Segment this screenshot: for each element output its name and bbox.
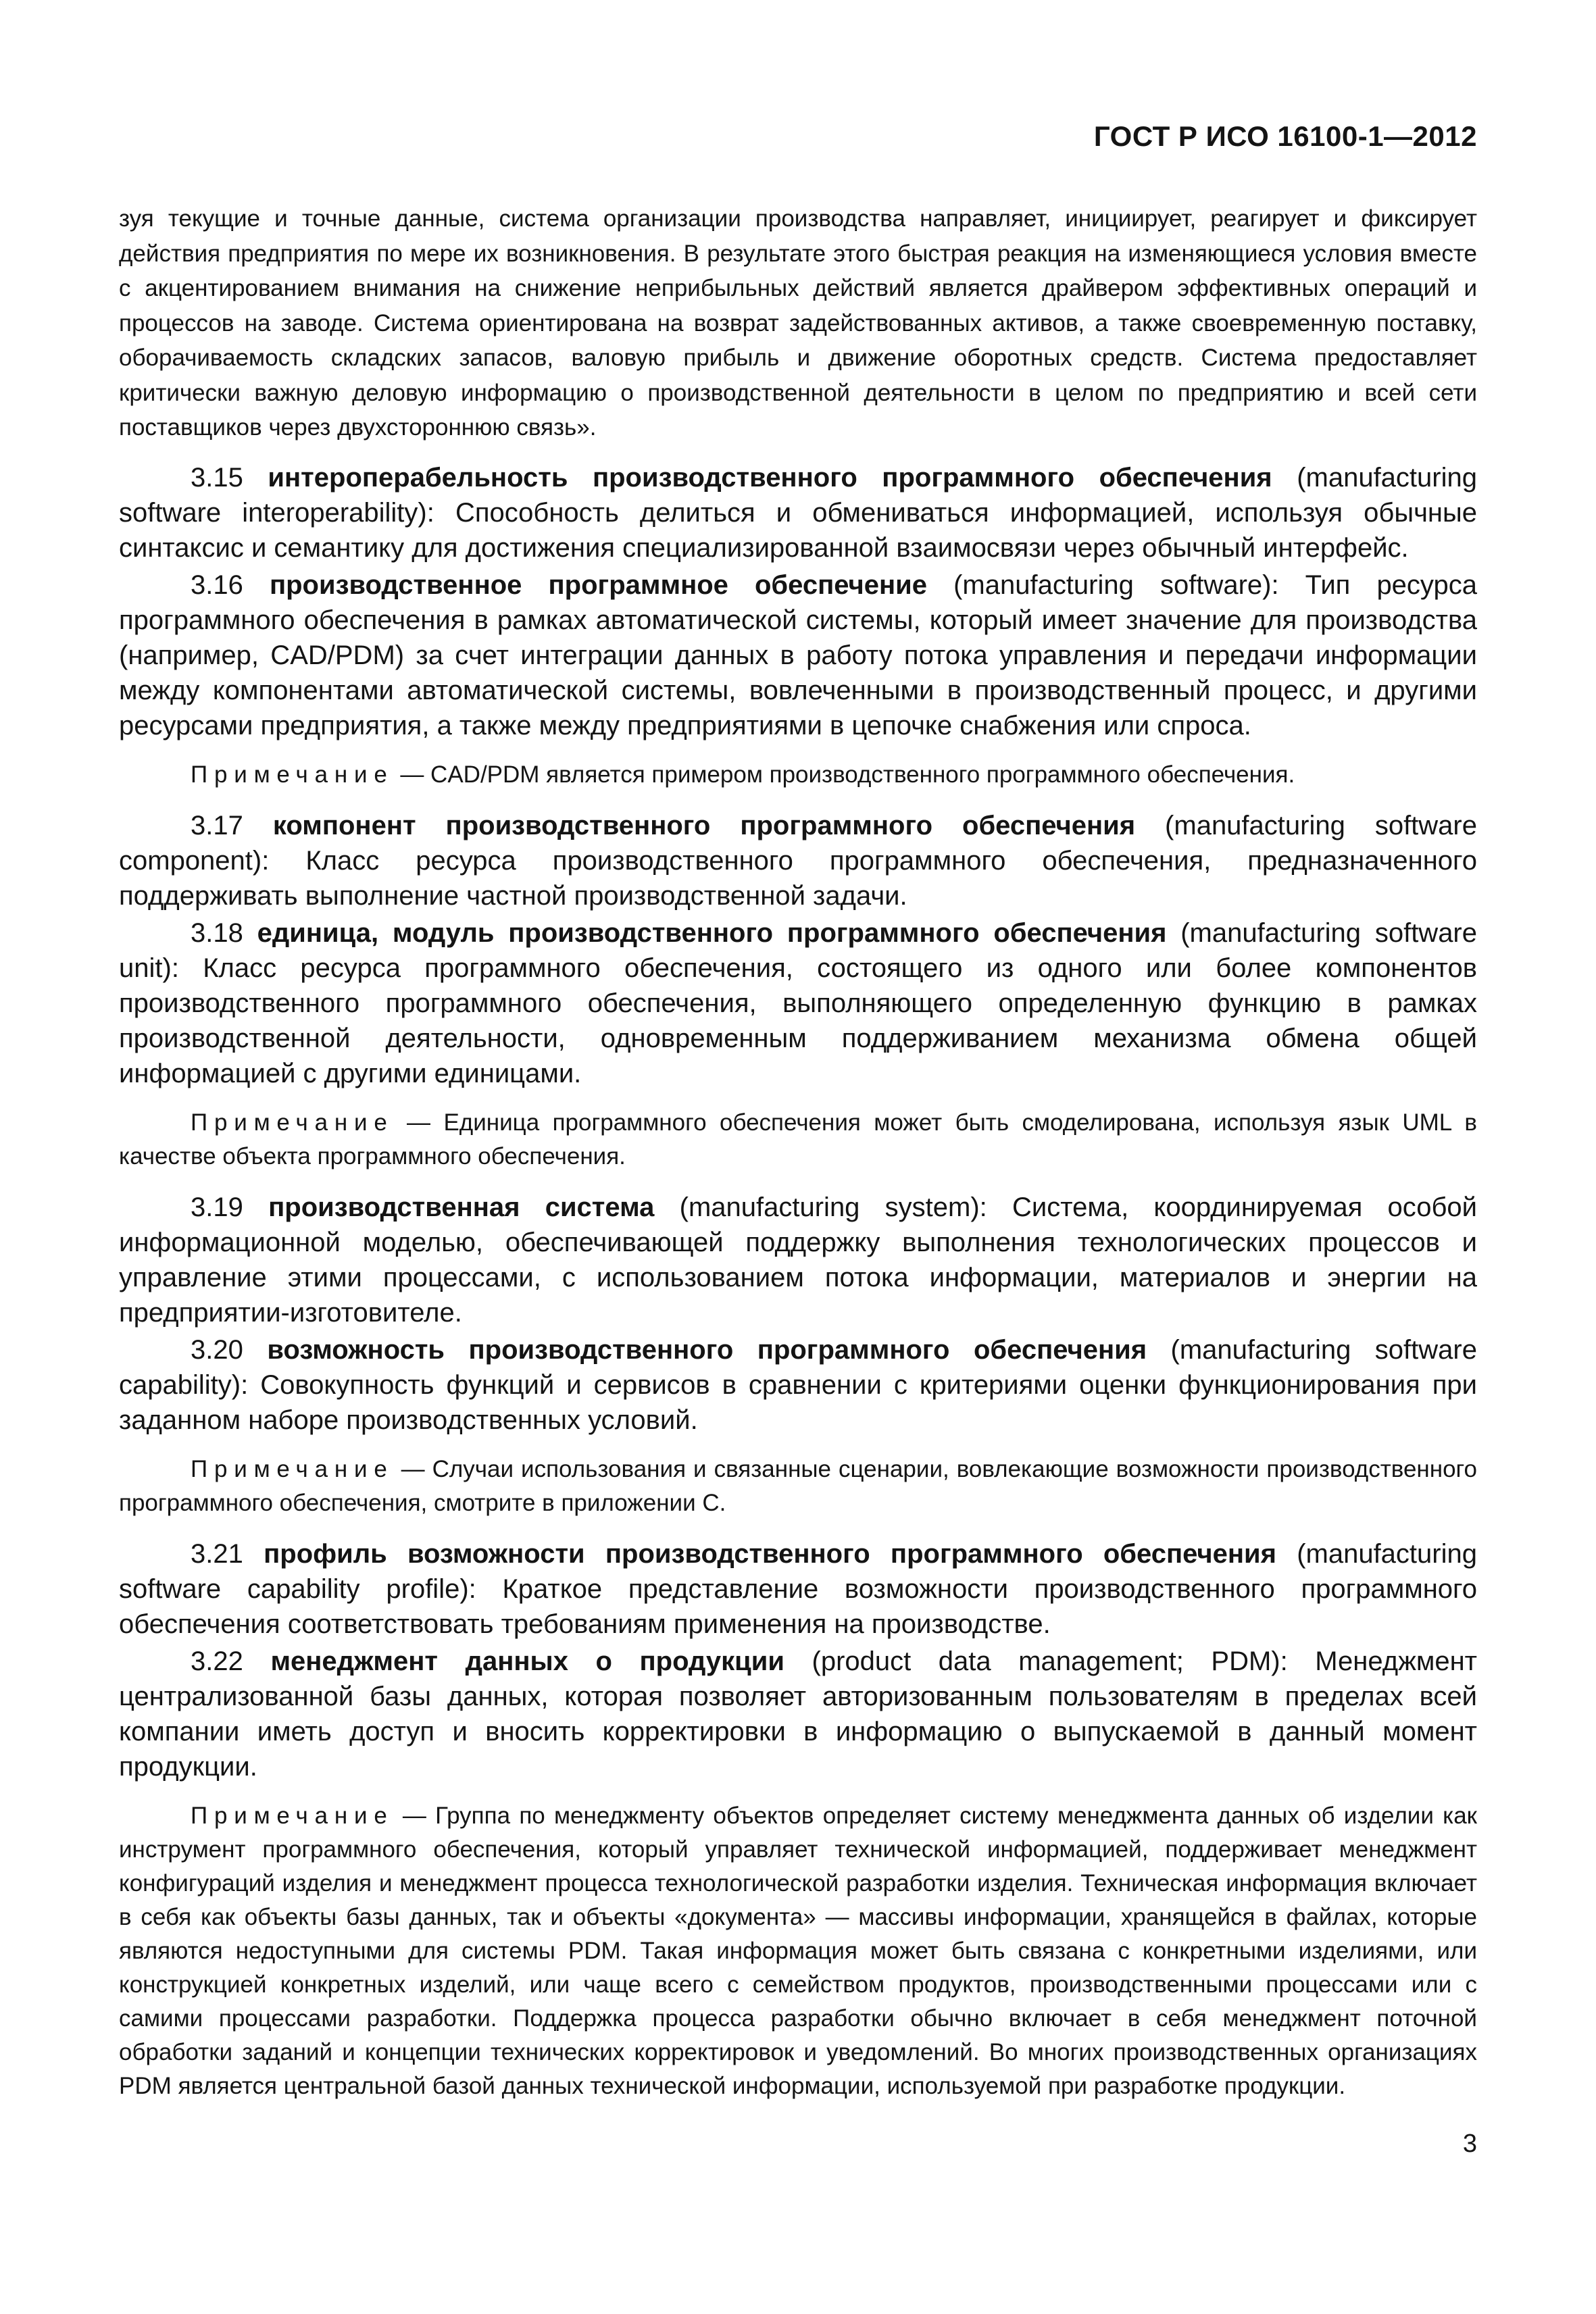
note-text: — Единица программного обеспечения может быть смоделирована, используя язык UML в качестве объекта программного обеспечения. — [119, 1109, 1477, 1169]
term-definition: (manufacturing software capability): Совокупность функций и сервисов в сравнении с критериями оценки функционирования при заданном наборе производственных условий. — [119, 1334, 1477, 1435]
note-3-22 — [119, 1799, 1477, 2103]
term-name: производственное программное обеспечение — [269, 570, 927, 600]
term-number: 3.17 — [191, 810, 243, 840]
term-number: 3.22 — [191, 1646, 243, 1676]
note-label: Примечание — [191, 1802, 394, 1829]
term-3-22 — [119, 1644, 1477, 1784]
term-3-19 — [119, 1190, 1477, 1330]
term-name: профиль возможности производственного программного обеспечения — [264, 1538, 1276, 1569]
term-number: 3.18 — [191, 917, 243, 948]
term-definition: (manufacturing software capability profile): Краткое представление возможности производственного программного обеспечения соответствовать требованиям применения на производстве. — [119, 1538, 1477, 1639]
term-definition: (manufacturing software unit): Класс ресурса программного обеспечения, состоящего из одного или более компонентов производственного программного обеспечения, выполняющего определенную функцию в рамках производственной деятельности, одновременным поддерживанием механизма обмена общей информацией с другими единицами. — [119, 917, 1478, 1088]
page-content — [119, 201, 1477, 2103]
page-header: ГОСТ Р ИСО 16100-1—2012 — [1093, 120, 1477, 152]
term-3-21 — [119, 1536, 1477, 1642]
note-text: — Группа по менеджменту объектов определяет систему менеджмента данных об изделии как инструмент программного обеспечения, который управляет технической информацией, поддерживает менеджмент конфигураций изделия и менеджмент процесса технологической разработки изделия. Техническая информация включает в себя как объекты базы данных, так и объекты «документа» — массивы информации, хранящейся в файлах, которые являются недоступными для системы PDM. Такая информация может быть связана с конкретными изделиями, или конструкцией конкретных изделий, или чаще всего с семейством продуктов, производственными процессами или с самими процессами разработки. Поддержка процесса разработки обычно включает в себя менеджмент поточной обработки заданий и концепции технических корректировок и уведомлений. Во многих производственных организациях PDM является центральной базой данных технической информации, используемой при разработке продукции. — [119, 1802, 1477, 2099]
term-name: возможность производственного программного обеспечения — [267, 1334, 1147, 1365]
term-number: 3.19 — [191, 1192, 243, 1222]
term-name: производственная система — [268, 1192, 655, 1222]
term-3-20 — [119, 1332, 1477, 1438]
term-name: компонент производственного программного обеспечения — [272, 810, 1136, 840]
term-definition: (product data management; PDM): Менеджмент централизованной базы данных, которая позволяет авторизованным пользователям в пределах всей компании иметь доступ и вносить корректировки в информацию о выпускаемой в данный момент продукции. — [119, 1646, 1477, 1782]
note-text: — Случаи использования и связанные сценарии, вовлекающие возможности производственного программного обеспечения, смотрите в приложении С. — [119, 1455, 1477, 1516]
term-number: 3.20 — [191, 1334, 243, 1365]
term-3-18 — [119, 915, 1477, 1091]
note-3-18 — [119, 1106, 1477, 1174]
term-3-15 — [119, 460, 1477, 565]
term-number: 3.16 — [191, 570, 243, 600]
term-definition: (manufacturing system): Система, координируемая особой информационной моделью, обеспечивающей поддержку выполнения технологических процессов и управление этими процессами, с использованием потока информации, материалов и энергии на предприятии-изготовителе. — [119, 1192, 1477, 1328]
term-definition: (manufacturing software interoperability): Способность делиться и обмениваться информацией, используя обычные синтаксис и семантику для достижения специализированной взаимосвязи через обычный интерфейс. — [119, 462, 1477, 563]
term-definition: (manufacturing software): Тип ресурса программного обеспечения в рамках автоматической системы, который имеет значение для производства (например, CAD/PDM) за счет интеграции данных в работу потока управления и передачи информации между компонентами автоматической системы, вовлеченными в производственный процесс, и другими ресурсами предприятия, а также между предприятиями в цепочке снабжения или спроса. — [119, 570, 1477, 740]
note-label: Примечание — [191, 1455, 394, 1482]
note-label: Примечание — [191, 1109, 394, 1136]
term-name: единица, модуль производственного программного обеспечения — [257, 917, 1167, 948]
term-3-17 — [119, 808, 1477, 913]
term-definition: (manufacturing software component): Класс ресурса производственного программного обеспечения, предназначенного поддерживать выполнение частной производственной задачи. — [119, 810, 1477, 911]
term-name: менеджмент данных о продукции — [270, 1646, 784, 1676]
intro-paragraph: зуя текущие и точные данные, система организации производства направляет, инициирует, реагирует и фиксирует действия предприятия по мере их возникновения. В результате этого быстрая реакция на изменяющиеся условия вместе с акцентированием внимания на снижение неприбыльных действий является драйвером эффективных операций и процессов на заводе. Система ориентирована на возврат задействованных активов, а также своевременную поставку, оборачиваемость складских запасов, валовую прибыль и движение оборотных средств. Система предоставляет критически важную деловую информацию о производственной деятельности в целом по предприятию и всей сети поставщиков через двухстороннюю связь». — [119, 205, 1477, 441]
term-3-16 — [119, 568, 1477, 743]
note-3-16 — [119, 758, 1477, 792]
note-text: — CAD/PDM является примером производственного программного обеспечения. — [393, 761, 1295, 788]
term-number: 3.15 — [191, 462, 243, 493]
term-name: интероперабельность производственного программного обеспечения — [268, 462, 1272, 493]
note-3-20 — [119, 1453, 1477, 1520]
term-number: 3.21 — [191, 1538, 243, 1569]
page-number: 3 — [1462, 2130, 1477, 2158]
note-label: Примечание — [191, 761, 394, 788]
